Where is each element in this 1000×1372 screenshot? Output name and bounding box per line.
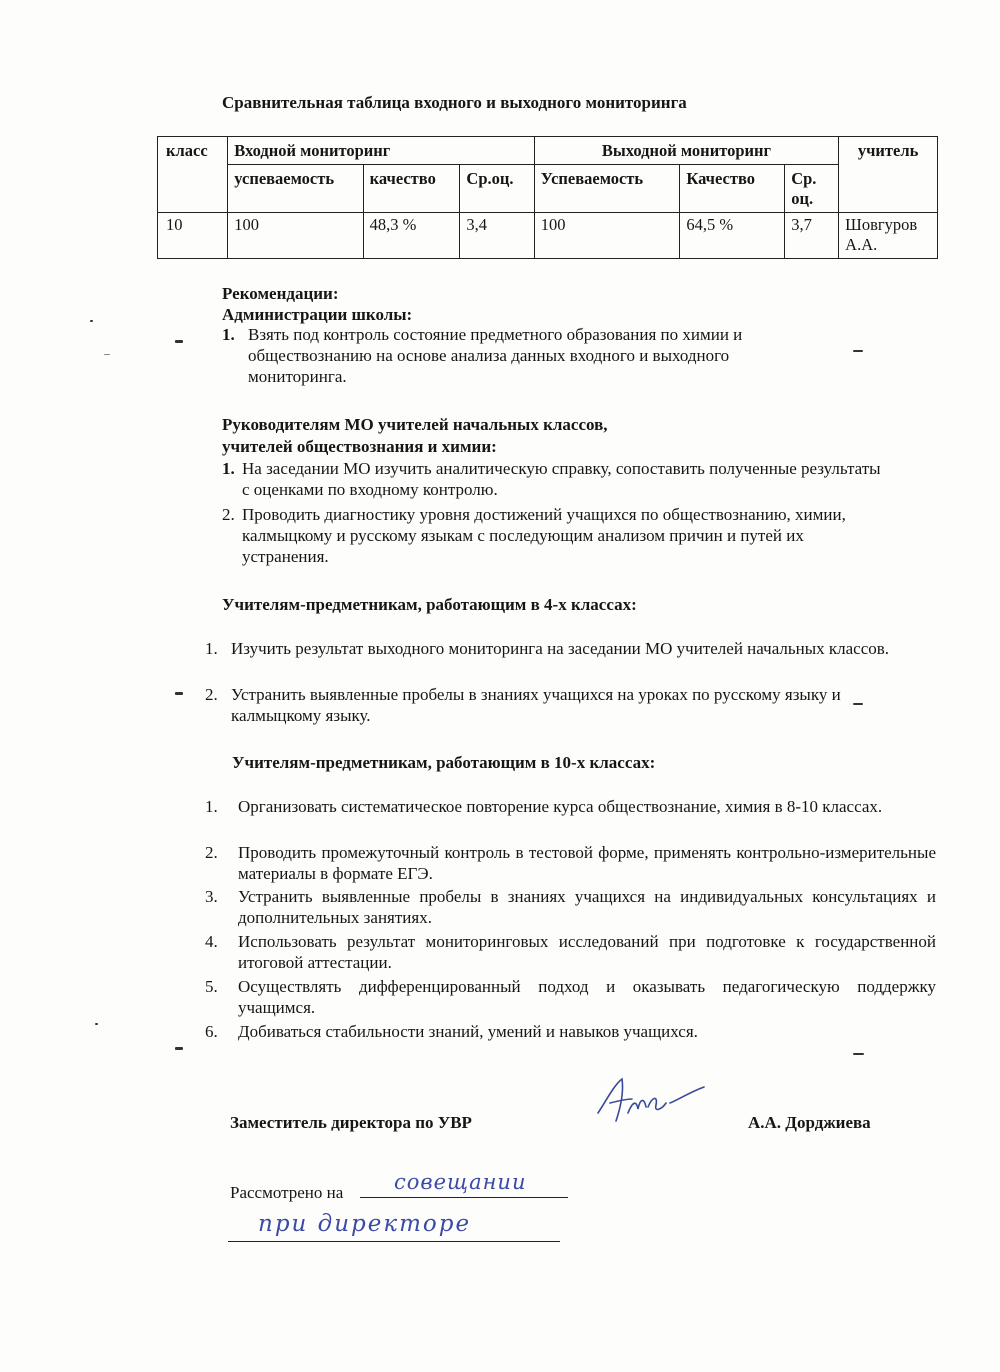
list-item: 4. Использовать результат мониторинговых исследований при подготовке к государственной итоговой аттестации. <box>205 932 936 972</box>
scan-mark <box>95 1023 98 1025</box>
subheader-output-quality: Качество <box>680 165 785 213</box>
cell-teacher: Шовгуров А.А. <box>839 213 938 259</box>
cell-input-avg: 3,4 <box>460 213 534 259</box>
mo-heading-line2: учителей обществознания и химии: <box>222 437 497 456</box>
header-class: класс <box>158 137 228 213</box>
scan-mark <box>175 340 183 343</box>
monitoring-table <box>157 136 938 259</box>
cell-output-avg: 3,7 <box>785 213 839 259</box>
subheader-input-success: успеваемость <box>228 165 363 213</box>
cell-input-success: 100 <box>228 213 363 259</box>
subheader-input-quality: качество <box>363 165 460 213</box>
list-item: 2. Устранить выявленные пробелы в знаниях учащихся на уроках по русскому языку и калмыцкому языку. <box>205 685 841 725</box>
list-item: 5. Осуществлять дифференцированный подход и оказывать педагогическую поддержку учащимся. <box>205 977 936 1017</box>
table-row <box>158 213 938 259</box>
list-item: 2. Проводить диагностику уровня достижений учащихся по обществознанию, химии, калмыцкому и русскому языкам с последующим анализом причин и путей их устранения. <box>222 505 846 566</box>
scan-mark <box>853 350 863 352</box>
signatory-name: А.А. Дорджиева <box>748 1113 871 1132</box>
document-title: Сравнительная таблица входного и выходного мониторинга <box>222 93 687 112</box>
review-handwriting-line1: совещании <box>394 1170 527 1194</box>
list-item: 6. Добиваться стабильности знаний, умений и навыков учащихся. <box>205 1022 698 1041</box>
review-handwriting-line2: при директоре <box>258 1211 472 1237</box>
signatory-position: Заместитель директора по УВР <box>230 1113 472 1132</box>
list-item: 3. Устранить выявленные пробелы в знаниях учащихся на индивидуальных консультациях и дополнительных занятиях. <box>205 887 936 927</box>
list-item: 1. На заседании МО изучить аналитическую справку, сопоставить полученные результаты с оценками по входному контролю. <box>222 459 881 499</box>
header-teacher: учитель <box>839 137 938 213</box>
header-output-monitoring: Выходной мониторинг <box>534 137 838 165</box>
grade4-heading: Учителям-предметникам, работающим в 4-х классах: <box>222 595 637 614</box>
review-label: Рассмотрено на <box>230 1183 344 1202</box>
mo-heading-line1: Руководителям МО учителей начальных классов, <box>222 415 608 434</box>
cell-class: 10 <box>158 213 228 259</box>
scan-mark <box>175 1047 183 1050</box>
subheader-output-avg: Ср. оц. <box>785 165 839 213</box>
scan-mark <box>853 703 863 705</box>
cell-output-success: 100 <box>534 213 680 259</box>
scan-mark <box>90 320 93 322</box>
grade10-heading: Учителям-предметникам, работающим в 10-х классах: <box>232 753 656 772</box>
admin-heading: Администрации школы: <box>222 305 413 324</box>
subheader-input-avg: Ср.оц. <box>460 165 534 213</box>
list-item: 1. Взять под контроль состояние предметного образования по химии и обществознанию на основе анализа данных входного и выходного мониторинга. <box>222 325 743 386</box>
list-item: 2. Проводить промежуточный контроль в тестовой форме, применять контрольно-измерительные материалы в формате ЕГЭ. <box>205 843 936 883</box>
handwritten-signature <box>592 1073 710 1133</box>
review-underline-1 <box>360 1197 568 1198</box>
review-underline-2 <box>228 1241 560 1242</box>
cell-output-quality: 64,5 % <box>680 213 785 259</box>
scan-mark <box>104 354 110 355</box>
recommendations-heading: Рекомендации: <box>222 284 339 303</box>
list-item: 1. Изучить результат выходного мониторинга на заседании МО учителей начальных классов. <box>205 639 890 658</box>
list-item: 1. Организовать систематическое повторение курса обществознание, химия в 8-10 классах. <box>205 797 883 816</box>
scan-mark <box>175 692 183 695</box>
header-input-monitoring: Входной мониторинг <box>228 137 534 165</box>
cell-input-quality: 48,3 % <box>363 213 460 259</box>
subheader-output-success: Успеваемость <box>534 165 680 213</box>
scan-mark <box>853 1053 864 1055</box>
